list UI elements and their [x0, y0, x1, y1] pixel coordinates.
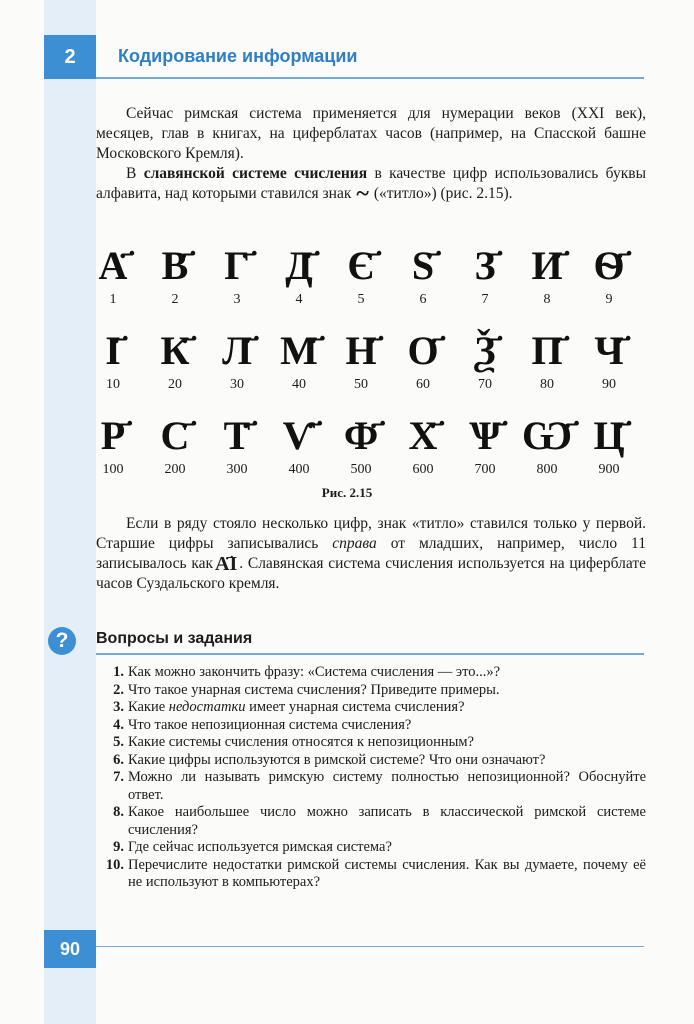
titlo-text-a: Если в ряду стояло несколько цифр, знак «титло» ставился только у первой. Старшие цифры записывались — [96, 515, 646, 552]
numeral-cell — [454, 240, 516, 325]
numeral-value: 4 — [295, 292, 303, 307]
question-text-part: Какие системы счисления относятся к непозиционным? — [128, 734, 474, 750]
page-number: 90 — [59, 938, 81, 959]
numeral-cell — [516, 240, 578, 325]
question-text — [128, 734, 646, 752]
question-text — [128, 804, 646, 839]
numeral-glyph: П҃ — [531, 327, 563, 374]
numeral-value: 300 — [226, 462, 248, 477]
question-item — [96, 664, 646, 682]
question-item — [96, 734, 646, 752]
titlo-symbol: ~ — [356, 181, 369, 207]
slavic-term: славянской системе счисления — [143, 165, 368, 182]
after-figure-text — [96, 514, 646, 594]
numeral-value: 30 — [230, 377, 244, 392]
numeral-value: 40 — [292, 377, 306, 392]
numeral-value: 50 — [354, 377, 368, 392]
question-text-part: Какое наибольшее число можно записать в классической римской системе счисления? — [128, 804, 646, 838]
numeral-value: 80 — [540, 377, 554, 392]
numeral-value: 9 — [605, 292, 613, 307]
numeral-value: 200 — [164, 462, 186, 477]
page-number-badge — [44, 930, 96, 968]
numeral-cell — [392, 325, 454, 410]
numeral-glyph: Ч҃ — [594, 327, 624, 374]
numeral-cell — [206, 240, 268, 325]
numeral-glyph: Ц҃ — [593, 412, 625, 459]
question-text-part: Как можно закончить фразу: «Система счисления — это...»? — [128, 664, 501, 680]
question-item — [96, 682, 646, 700]
intro-text — [96, 104, 646, 207]
numeral-value: 500 — [350, 462, 372, 477]
numeral-value: 3 — [233, 292, 241, 307]
questions-rule — [96, 653, 644, 655]
question-text-part: Что такое непозиционная система счисления? — [128, 716, 412, 733]
numeral-value: 7 — [481, 292, 489, 307]
intro-paragraph-slavic — [96, 164, 646, 207]
numeral-glyph: Ѡ҃ — [521, 412, 573, 459]
numeral-cell — [578, 325, 640, 410]
questions-title: Вопросы и задания — [96, 630, 253, 647]
numeral-value: 6 — [419, 292, 427, 307]
numeral-glyph: И҃ — [531, 242, 563, 289]
titlo-paragraph — [96, 514, 646, 594]
numeral-cell — [454, 410, 516, 495]
chapter-title: Кодирование информации — [118, 46, 358, 66]
chapter-number-badge — [44, 35, 96, 79]
question-item — [96, 769, 646, 804]
slavic-text-a: В — [126, 165, 144, 182]
question-text — [128, 717, 646, 735]
numeral-cell — [144, 240, 206, 325]
numeral-cell — [578, 240, 640, 325]
numeral-glyph: Ѳ҃ — [593, 242, 625, 289]
numeral-cell — [516, 410, 578, 495]
question-text — [128, 682, 646, 700]
question-text-part: имеет унарная система счисления? — [245, 699, 465, 715]
numeral-cell — [330, 325, 392, 410]
numeral-glyph: Є҃ — [347, 242, 375, 289]
question-item — [96, 839, 646, 857]
question-item — [96, 752, 646, 770]
question-item — [96, 804, 646, 839]
numeral-value: 100 — [102, 462, 124, 477]
question-number: 9. — [113, 839, 124, 855]
numeral-value: 5 — [357, 292, 365, 307]
eleven-symbol: А҃І — [215, 553, 238, 575]
bottom-rule — [96, 946, 644, 947]
question-number: 10. — [105, 856, 124, 873]
numeral-glyph: Г҃ — [224, 242, 250, 289]
numeral-glyph: Ѕ҃ — [411, 242, 435, 289]
question-text-part: Какие цифры используются в римской системе? Что они означают? — [128, 751, 546, 768]
numeral-glyph: Л҃ — [222, 327, 252, 374]
titlo-italic: справа — [332, 535, 377, 552]
numeral-cell — [268, 325, 330, 410]
numeral-value: 90 — [602, 377, 616, 392]
question-text-part: Какие — [128, 699, 169, 715]
header-rule — [96, 77, 644, 79]
numeral-value: 700 — [474, 462, 496, 477]
numeral-glyph: О҃ — [407, 327, 439, 374]
numeral-value: 20 — [168, 377, 182, 392]
figure-caption: Рис. 2.15 — [321, 485, 373, 500]
numeral-cell — [268, 410, 330, 495]
question-text-part: Можно ли называть римскую систему полностью непозиционной? Обоснуйте ответ. — [128, 769, 646, 803]
numeral-glyph: Х҃ — [408, 412, 438, 459]
numeral-glyph: І҃ — [105, 327, 121, 374]
intro-paragraph-roman: Сейчас римская система применяется для нумерации веков (XXI век), месяцев, глав в книгах, на циферблатах часов (например, на Спасской башне Московского Кремля). — [96, 105, 646, 162]
numeral-value: 2 — [171, 292, 179, 307]
question-number: 8. — [113, 804, 124, 820]
numeral-value: 900 — [598, 462, 620, 477]
question-number: 6. — [113, 751, 124, 768]
numeral-cell — [206, 410, 268, 495]
numeral-cell — [454, 325, 516, 410]
question-icon: ? — [48, 627, 76, 655]
numeral-cell — [578, 410, 640, 495]
numeral-cell — [82, 325, 144, 410]
question-text-part: Перечислите недостатки римской системы счисления. Как вы думаете, почему её не используют в компьютерах? — [128, 856, 646, 890]
numeral-cell — [516, 325, 578, 410]
question-item — [96, 699, 646, 717]
question-number: 3. — [113, 699, 124, 715]
numeral-cell — [206, 325, 268, 410]
numeral-glyph: Н҃ — [345, 327, 377, 374]
numeral-glyph: В҃ — [161, 242, 189, 289]
numeral-value: 600 — [412, 462, 434, 477]
numeral-glyph: М҃ — [280, 327, 318, 374]
side-strip — [44, 0, 96, 1024]
numeral-glyph: З҃ — [474, 242, 496, 289]
numeral-glyph: Д҃ — [285, 242, 313, 289]
numeral-cell — [82, 410, 144, 495]
numeral-glyph: Р҃ — [100, 412, 126, 459]
question-text — [128, 664, 646, 682]
question-number: 1. — [113, 664, 124, 680]
question-text — [128, 699, 646, 717]
numeral-glyph: А҃ — [98, 242, 128, 289]
question-text-part: Что такое унарная система счисления? Приведите примеры. — [128, 681, 500, 698]
question-text — [128, 839, 646, 857]
numeral-value: 8 — [543, 292, 551, 307]
numeral-value: 60 — [416, 377, 430, 392]
numeral-cell — [144, 410, 206, 495]
question-item — [96, 857, 646, 892]
slavic-text-c: («титло») (рис. 2.15). — [373, 185, 513, 202]
question-emphasis: недостатки — [168, 699, 246, 715]
question-text — [128, 857, 646, 892]
chapter-number: 2 — [64, 45, 76, 68]
question-text — [128, 769, 646, 804]
question-number: 2. — [113, 681, 124, 698]
titlo-text-b: от младших, например, число 11 записывалось как — [96, 535, 646, 572]
titlo-text-c: . Славянская система счисления используется на циферблате часов Суздальского кремля. — [96, 555, 646, 592]
numeral-cell — [268, 240, 330, 325]
question-number: 4. — [113, 716, 124, 733]
numeral-value: 10 — [106, 377, 120, 392]
numeral-glyph: С҃ — [160, 412, 190, 459]
questions-list — [96, 664, 646, 892]
numeral-cell — [144, 325, 206, 410]
question-number: 7. — [113, 769, 124, 785]
numeral-cell — [392, 410, 454, 495]
numeral-cell — [392, 240, 454, 325]
numeral-cell — [330, 410, 392, 495]
numeral-glyph: Т҃ — [223, 412, 251, 459]
numeral-value: 70 — [478, 377, 492, 392]
question-item — [96, 717, 646, 735]
slavic-numerals-figure — [82, 240, 662, 495]
numeral-glyph: К҃ — [160, 327, 190, 374]
slavic-text-b: в качестве цифр использовались буквы алфавита, над которыми ставился знак — [96, 165, 646, 202]
numeral-value: 800 — [536, 462, 558, 477]
question-text-part: Где сейчас используется римская система? — [128, 839, 392, 855]
question-text — [128, 752, 646, 770]
numeral-cell — [330, 240, 392, 325]
question-number: 5. — [113, 734, 124, 750]
numeral-cell — [82, 240, 144, 325]
numeral-glyph: Ѯ҃ — [474, 327, 496, 374]
numeral-glyph: Ѵ҃ — [282, 412, 316, 459]
numeral-glyph: Ф҃ — [343, 412, 379, 459]
numeral-value: 400 — [288, 462, 310, 477]
numeral-glyph: Ѱ҃ — [469, 412, 501, 459]
numeral-value: 1 — [109, 292, 117, 307]
